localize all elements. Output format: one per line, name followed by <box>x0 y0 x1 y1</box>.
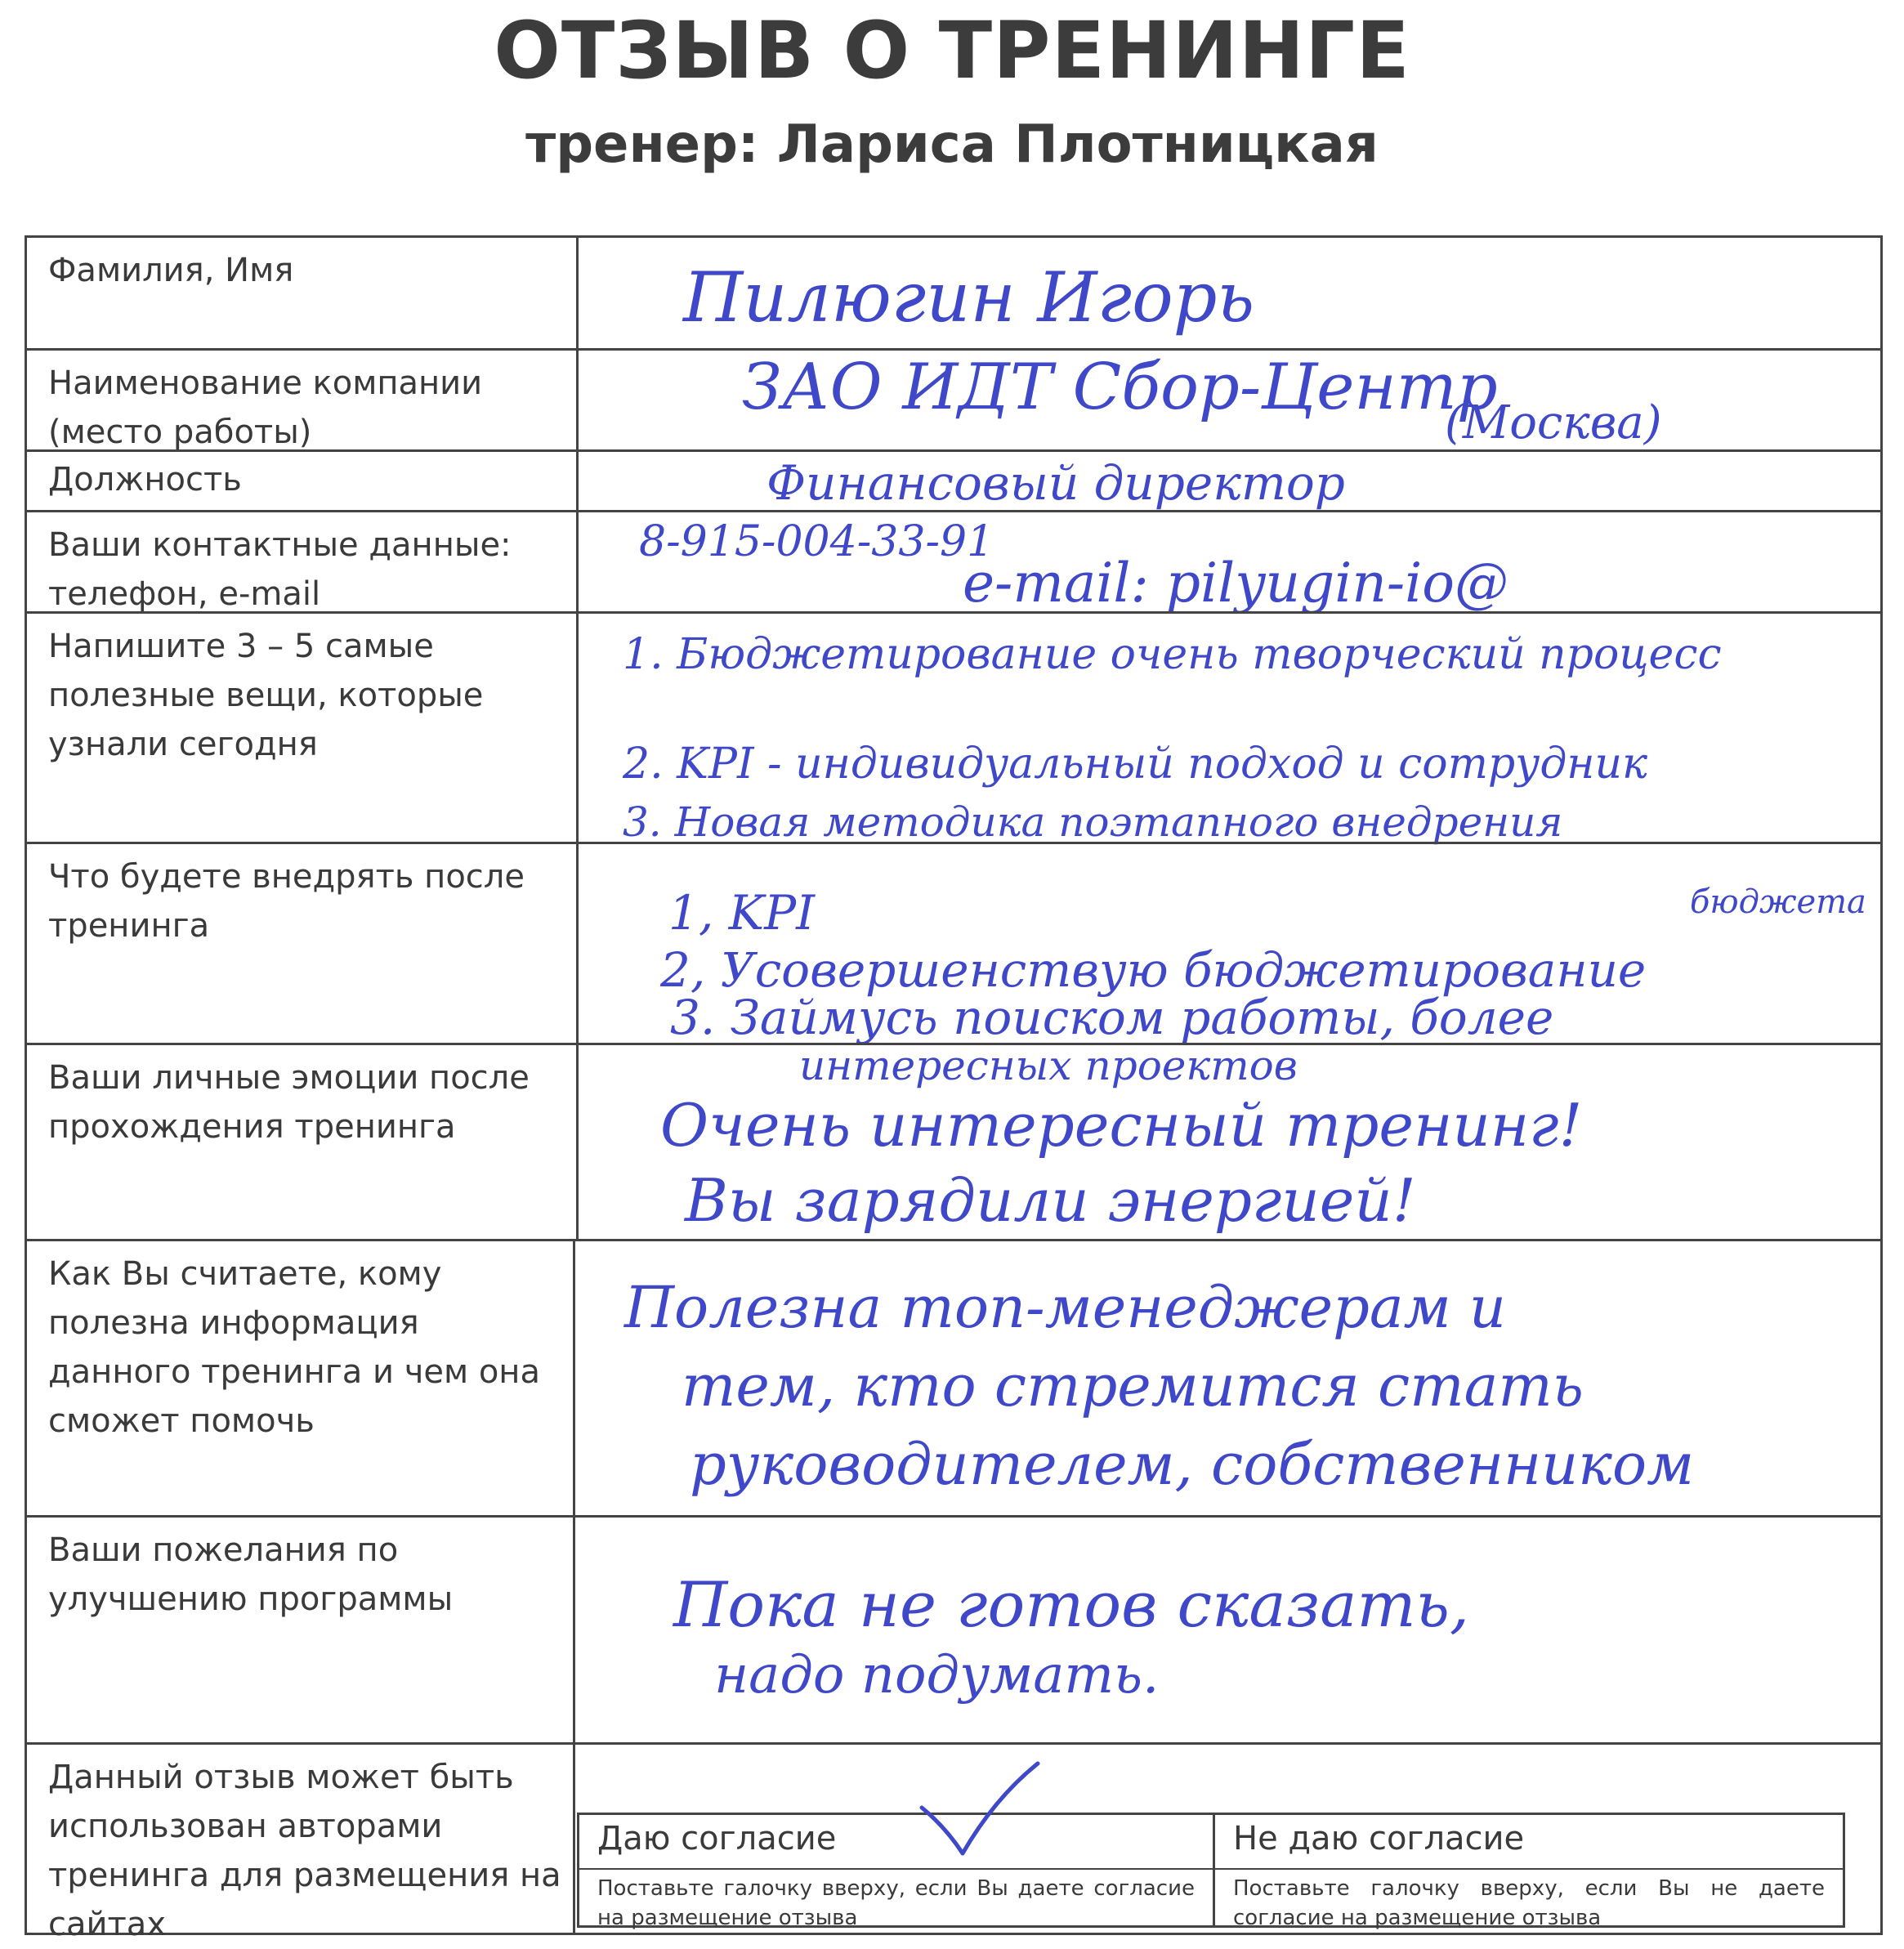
answer-contacts-email: e-mail: pilyugin-io@ <box>963 552 1508 615</box>
answer-wishes-line-2: надо подумать. <box>714 1645 1160 1705</box>
consent-divider <box>1215 1868 1843 1870</box>
answer-emotions[interactable] <box>579 1042 1883 1241</box>
form-row-audience <box>25 1239 1883 1518</box>
consent-divider <box>579 1868 1213 1870</box>
answer-useful-line-1: 1. Бюджетирование очень творческий процесс <box>623 630 1722 679</box>
checkmark-icon[interactable] <box>915 1757 1046 1863</box>
form-row-name <box>25 235 1883 351</box>
answer-name[interactable] <box>579 238 1883 351</box>
form-row-position <box>25 449 1883 512</box>
answer-implement-line-2: 2, Усовершенствую бюджетирование <box>660 942 1647 998</box>
answer-audience[interactable] <box>575 1241 1883 1518</box>
form-row-emotions <box>25 1043 1883 1241</box>
answer-useful-line-3: 3. Новая методика поэтапного внедрения <box>623 798 1563 846</box>
answer-position-line-1: Финансовый директор <box>767 455 1345 511</box>
label-wishes: Ваши пожелания по улучшению программы <box>25 1518 575 1745</box>
answer-audience-line-1: Полезна топ-менеджерам и <box>624 1274 1506 1341</box>
consent-disagree-hint: Поставьте галочку вверху, если Вы не даете согласие на размещение отзыва <box>1233 1876 1825 1930</box>
answer-wishes-line-1: Пока не готов сказать, <box>673 1568 1470 1641</box>
answer-implement-budget-word: бюджета <box>1690 883 1866 921</box>
form-row-useful <box>25 611 1883 844</box>
form-row-implement <box>25 842 1883 1045</box>
form-row-company <box>25 348 1883 452</box>
answer-company[interactable] <box>579 351 1883 452</box>
answer-emotions-line-2: Вы зарядили энергией! <box>685 1166 1416 1235</box>
consent-agree-label: Даю согласие <box>597 1820 837 1857</box>
answer-contacts[interactable] <box>579 512 1883 614</box>
answer-audience-line-3: руководителем, собственником <box>690 1431 1695 1498</box>
label-name: Фамилия, Имя <box>25 238 579 351</box>
answer-company-line-2: (Москва) <box>1445 396 1662 449</box>
answer-position[interactable] <box>579 452 1883 512</box>
label-audience: Как Вы считаете, кому полезна информация данного тренинга и чем она сможет помочь <box>25 1241 575 1518</box>
consent-agree-cell[interactable] <box>579 1815 1215 1930</box>
answer-useful-line-2: 2. KPI - индивидуальный подход и сотрудник <box>623 740 1648 789</box>
label-company: Наименование компании (место работы) <box>25 351 579 452</box>
label-consent: Данный отзыв может быть использован авторами тренинга для размещения на сайтах <box>25 1745 575 1933</box>
answer-emotions-line-1: Очень интересный тренинг! <box>660 1091 1583 1160</box>
page-title: ОТЗЫВ О ТРЕНИНГЕ <box>494 5 1410 96</box>
label-emotions: Ваши личные эмоции после прохождения тренинга <box>25 1045 579 1241</box>
answer-useful[interactable] <box>579 614 1883 844</box>
answer-implement[interactable] <box>579 844 1883 1045</box>
label-useful: Напишите 3 – 5 самые полезные вещи, которые узнали сегодня <box>25 614 579 844</box>
answer-audience-line-2: тем, кто стремится стать <box>682 1352 1584 1419</box>
consent-disagree-label: Не даю согласие <box>1233 1820 1525 1857</box>
answer-implement-line-3: 3. Займусь поиском работы, более <box>670 990 1554 1045</box>
label-contacts: Ваши контактные данные: телефон, e-mail <box>25 512 579 614</box>
answer-wishes[interactable] <box>575 1518 1883 1745</box>
answer-implement-line-4: интересных проектов <box>799 1042 1298 1089</box>
label-implement: Что будете внедрять после тренинга <box>25 844 579 1045</box>
answer-contacts-phone: 8-915-004-33-91 <box>639 517 994 566</box>
form-row-wishes <box>25 1515 1883 1745</box>
label-position: Должность <box>25 452 579 512</box>
answer-company-line-1: ЗАО ИДТ Сбор-Центр <box>742 351 1498 424</box>
form-row-contacts <box>25 510 1883 614</box>
consent-table <box>577 1813 1845 1928</box>
consent-agree-hint: Поставьте галочку вверху, если Вы даете согласие на размещение отзыва <box>597 1876 1195 1930</box>
answer-implement-line-1: 1, KPI <box>668 885 816 941</box>
consent-disagree-cell[interactable] <box>1215 1815 1843 1930</box>
answer-name-line-1: Пилюгин Игорь <box>683 257 1255 337</box>
page-subtitle: тренер: Лариса Плотницкая <box>525 114 1379 175</box>
